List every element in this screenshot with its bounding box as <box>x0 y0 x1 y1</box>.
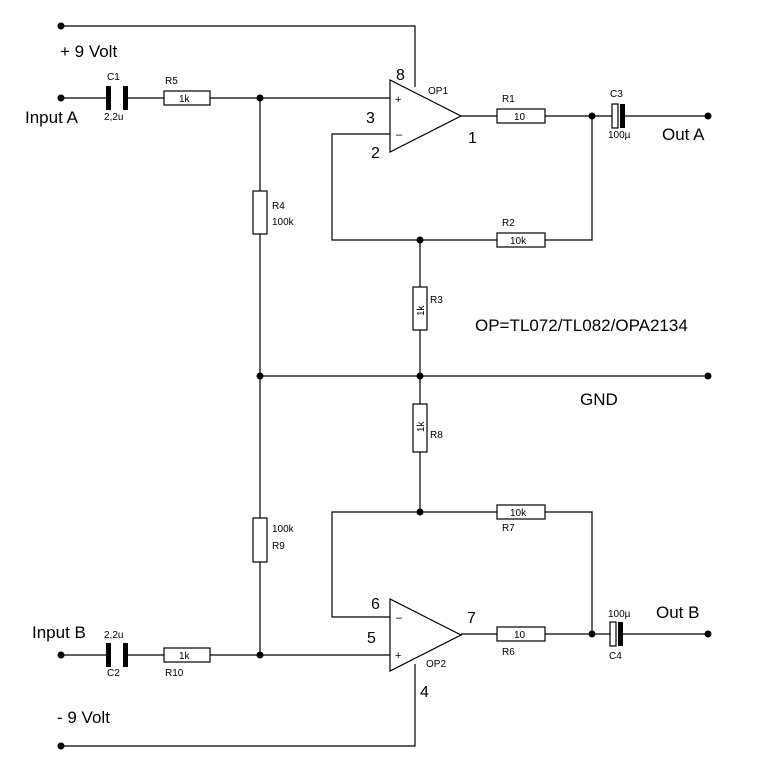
r4-resistor <box>253 191 267 234</box>
input-b-terminal <box>58 652 65 659</box>
c2-value: 2,2u <box>104 630 124 641</box>
positive-supply-label: + 9 Volt <box>60 42 118 61</box>
c2-ref: C2 <box>107 668 120 679</box>
r10-ref: R10 <box>165 668 184 679</box>
input-a-label: Input A <box>25 108 78 127</box>
r9-ref: R9 <box>272 541 285 552</box>
op2-pin-out: 7 <box>467 610 476 627</box>
r5-value: 1k <box>179 94 190 105</box>
c1-ref: C1 <box>107 72 120 83</box>
op2-name: OP2 <box>426 659 447 670</box>
c3-value: 100µ <box>608 130 631 141</box>
out-b-terminal <box>705 631 712 638</box>
negative-supply-label: - 9 Volt <box>57 708 110 727</box>
junction-dot <box>589 113 596 120</box>
op2-minus-wire <box>332 512 497 617</box>
out-b-label: Out B <box>656 603 700 622</box>
op1-name: OP1 <box>428 86 449 97</box>
r6-ref: R6 <box>502 647 515 658</box>
r9-value: 100k <box>272 524 294 535</box>
input-b-label: Input B <box>32 623 86 642</box>
input-a-terminal <box>58 95 65 102</box>
op2-pin-plus: 5 <box>367 630 376 647</box>
c1-capacitor <box>106 86 128 110</box>
op1-opamp-symbol <box>390 80 461 152</box>
op1-pin-plus: 3 <box>366 110 375 127</box>
op1-minus-sign: – <box>396 129 403 141</box>
gnd-terminal <box>705 373 712 380</box>
junction-dot <box>417 373 424 380</box>
gnd-label: GND <box>580 390 618 409</box>
op2-minus-sign: – <box>396 612 403 624</box>
c4-capacitor <box>610 622 623 646</box>
c4-value: 100µ <box>608 609 631 620</box>
junction-dot <box>257 95 264 102</box>
r8-value: 1k <box>416 421 427 432</box>
r4-value: 100k <box>272 217 294 228</box>
junction-dot <box>589 631 596 638</box>
r3-ref: R3 <box>430 295 443 306</box>
r2-feedback-wire <box>545 116 592 240</box>
op1-pin-vcc: 8 <box>396 67 405 84</box>
c3-capacitor <box>612 104 625 128</box>
c2-capacitor <box>106 643 128 667</box>
op1-pin-minus: 2 <box>371 145 380 162</box>
r1-value: 10 <box>514 112 526 123</box>
r7-ref: R7 <box>502 523 515 534</box>
c3-ref: C3 <box>610 89 623 100</box>
positive-supply-terminal <box>58 23 65 30</box>
junction-dot <box>417 237 424 244</box>
r1-ref: R1 <box>502 94 515 105</box>
op1-plus-sign: + <box>395 94 402 106</box>
op1-pin-out: 1 <box>468 130 477 147</box>
negative-supply-terminal <box>58 743 65 750</box>
r7-feedback-wire <box>545 512 592 634</box>
r3-value: 1k <box>416 305 427 316</box>
op2-pin-minus: 6 <box>371 596 380 613</box>
r4-ref: R4 <box>272 201 285 212</box>
op2-plus-sign: + <box>395 650 402 662</box>
r2-value: 10k <box>510 236 527 247</box>
out-a-terminal <box>705 113 712 120</box>
r9-resistor <box>253 518 267 562</box>
r2-ref: R2 <box>502 218 515 229</box>
junction-dot <box>257 373 264 380</box>
junction-dot <box>257 652 264 659</box>
op1-minus-wire <box>332 134 497 240</box>
junction-dot <box>417 509 424 516</box>
r10-value: 1k <box>179 651 190 662</box>
c1-value: 2,2u <box>104 112 124 123</box>
out-a-label: Out A <box>662 125 705 144</box>
r5-ref: R5 <box>165 76 178 87</box>
r8-ref: R8 <box>430 430 443 441</box>
op2-pin-vee: 4 <box>420 684 429 701</box>
r6-value: 10 <box>514 630 526 641</box>
r7-value: 10k <box>510 508 527 519</box>
opamp-type-note: OP=TL072/TL082/OPA2134 <box>475 316 688 335</box>
c4-ref: C4 <box>609 651 622 662</box>
